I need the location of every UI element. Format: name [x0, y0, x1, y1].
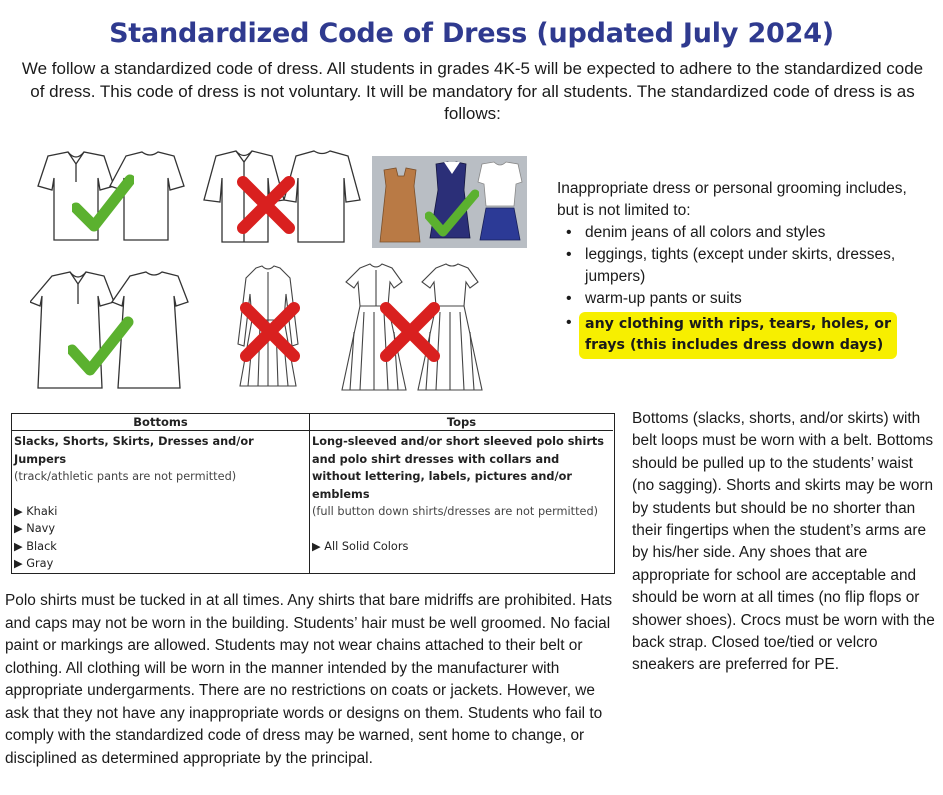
tops-option: ▶ All Solid Colors: [312, 539, 409, 553]
list-item: • leggings, tights (except under skirts, dresses, jumpers): [557, 244, 927, 288]
x-mark-icon: [235, 176, 297, 234]
table-cell-tops: [312, 433, 612, 555]
highlighted-line-1: any clothing with rips, tears, holes, or: [585, 316, 892, 332]
check-mark-icon: [68, 316, 134, 376]
list-item-highlighted: [557, 312, 927, 359]
bottoms-title-line2: Jumpers: [14, 452, 67, 466]
table-divider: [309, 414, 310, 573]
check-mark-icon: [72, 174, 134, 232]
bottoms-option: ▶ Khaki: [14, 504, 58, 518]
polo-paragraph: Polo shirts must be tucked in at all times. Any shirts that bare midriffs are prohibited. Hats and caps may not be worn in the building. Students’ hair must be well groomed. No facial paint or markings are allowed. Students may not wear chains attached to their belt or clothing. All clothing will be worn in the manner intended by the manufacturer with appropriate undergarments. There are no restrictions on coats or jackets. However, we ask that they not have any inappropriate words or designs on them. Students who fail to comply with the standardized code of dress may be warned, sent home to change, or disciplined as determined appropriate by the principal.: [5, 592, 613, 767]
inappropriate-heading: Inappropriate dress or personal grooming includes, but is not limited to:: [557, 180, 907, 219]
table-cell-bottoms: [14, 433, 306, 573]
inappropriate-dress-section: [557, 178, 927, 359]
tops-title-line3: without lettering, labels, pictures and/or: [312, 470, 572, 483]
x-mark-icon: [378, 302, 442, 362]
inappropriate-list: [557, 222, 927, 359]
intro-paragraph: We follow a standardized code of dress. All students in grades 4K-5 will be expected to adhere to the standardized code of dress. This code of dress is not voluntary. It will be mandatory for all students. The standardized code of dress is as follows:: [21, 59, 924, 123]
bottoms-option: ▶ Gray: [14, 557, 54, 570]
table-header-tops: Tops: [310, 414, 613, 431]
tops-title-line1: Long-sleeved and/or short sleeved polo shirts: [312, 435, 605, 448]
dress-code-illustrations: [0, 140, 545, 402]
list-item: • warm-up pants or suits: [557, 288, 927, 310]
dress-code-table: [11, 413, 615, 574]
bottoms-option: ▶ Navy: [14, 522, 56, 535]
x-mark-icon: [238, 302, 302, 362]
check-mark-icon: [425, 188, 479, 238]
page-title: Standardized Code of Dress (updated July 2024): [109, 18, 834, 49]
table-header-bottoms: Bottoms: [12, 414, 309, 431]
highlighted-line-2: frays (this includes dress down days): [585, 337, 884, 353]
tops-title-line2: and polo shirt dresses with collars and: [312, 452, 560, 466]
bottoms-option: ▶ Black: [14, 539, 57, 553]
bottoms-paragraph: Bottoms (slacks, shorts, and/or skirts) with belt loops must be worn with a belt. Bottoms should be pulled up to the students’ waist (no sagging). Shorts and skirts may be worn by students but should be no shorter than their fingertips when the student’s arms are by his/her side. Any shoes that are appropriate for school are acceptable and should be worn at all times (no flip flops or shower shoes). Crocs must be worn with the back strap. Closed toe/tied or velcro sneakers are preferred for PE.: [632, 410, 935, 674]
list-item: • denim jeans of all colors and styles: [557, 222, 927, 244]
tops-title-line4: emblems: [312, 487, 370, 501]
bottoms-note: (track/athletic pants are not permitted): [14, 470, 237, 483]
tops-note: (full button down shirts/dresses are not permitted): [312, 505, 599, 518]
highlighted-text: [579, 312, 897, 359]
bottoms-title-line1: Slacks, Shorts, Skirts, Dresses and/or: [14, 435, 254, 448]
